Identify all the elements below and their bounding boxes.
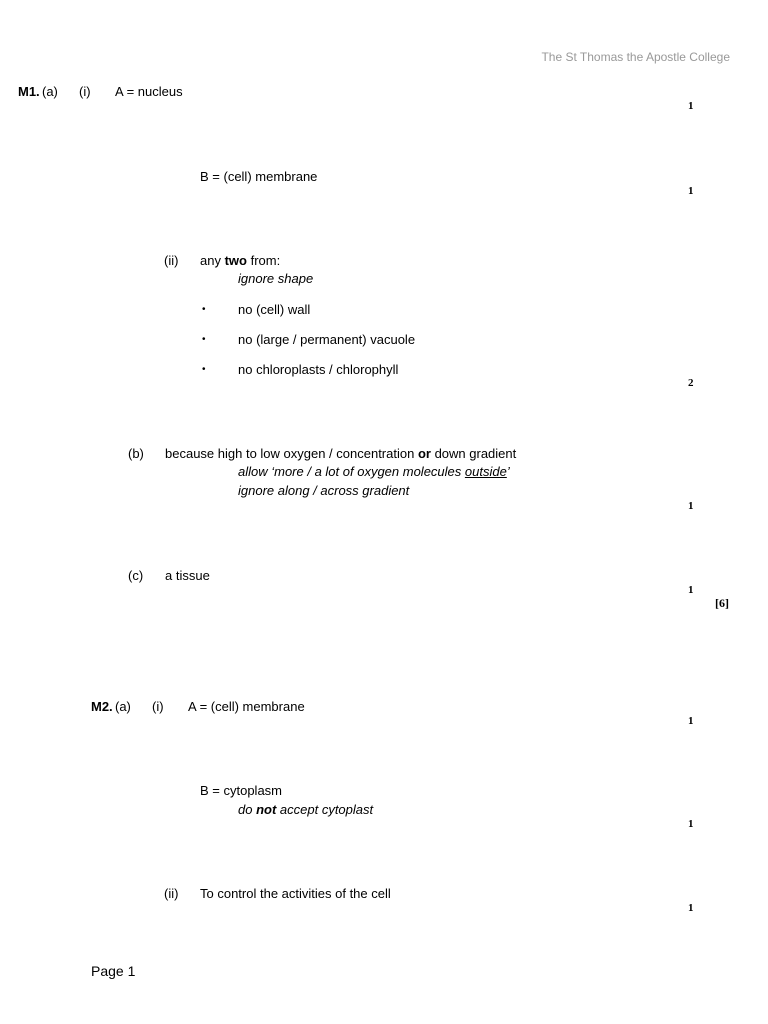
page-number: Page 1 (91, 963, 136, 979)
part-label-c: (c) (128, 568, 144, 583)
marking-note: ignore along / across gradient (238, 483, 410, 498)
subpart-label-i: (i) (152, 699, 164, 714)
mark-value: 1 (688, 584, 694, 596)
answer-text: B = cytoplasm (200, 783, 283, 798)
part-label-a: (a) (42, 84, 58, 99)
question-total-marks: [6] (715, 596, 729, 610)
answer-text: B = (cell) membrane (200, 169, 318, 184)
bullet: • (202, 304, 206, 315)
bullet: • (202, 334, 206, 345)
mark-value: 1 (688, 185, 694, 197)
answer-text: a tissue (165, 568, 210, 583)
mark-value: 2 (688, 377, 694, 389)
answer-text: because high to low oxygen / concentration or down gradient (165, 446, 517, 461)
marking-note: allow ‘more / a lot of oxygen molecules outside’ (238, 464, 510, 479)
question-number: M1. (18, 84, 40, 99)
marking-note: do not accept cytoplast (238, 802, 374, 817)
subpart-label-ii: (ii) (164, 886, 179, 901)
mark-value: 1 (688, 818, 694, 830)
part-label-a: (a) (115, 699, 131, 714)
bullet-point-text: no (cell) wall (238, 302, 311, 317)
mark-value: 1 (688, 500, 694, 512)
marking-note: ignore shape (238, 271, 314, 286)
mark-value: 1 (688, 100, 694, 112)
answer-text: A = nucleus (115, 84, 183, 99)
part-label-b: (b) (128, 446, 144, 461)
bullet-point-text: no (large / permanent) vacuole (238, 332, 416, 347)
subpart-label-i: (i) (79, 84, 91, 99)
school-header: The St Thomas the Apostle College (541, 50, 730, 64)
mark-value: 1 (688, 715, 694, 727)
answer-text: To control the activities of the cell (200, 886, 391, 901)
bullet-point-text: no chloroplasts / chlorophyll (238, 362, 399, 377)
bullet: • (202, 364, 206, 375)
answer-text: any two from: (200, 253, 281, 268)
answer-text: A = (cell) membrane (188, 699, 305, 714)
question-number: M2. (91, 699, 113, 714)
mark-value: 1 (688, 902, 694, 914)
subpart-label-ii: (ii) (164, 253, 179, 268)
